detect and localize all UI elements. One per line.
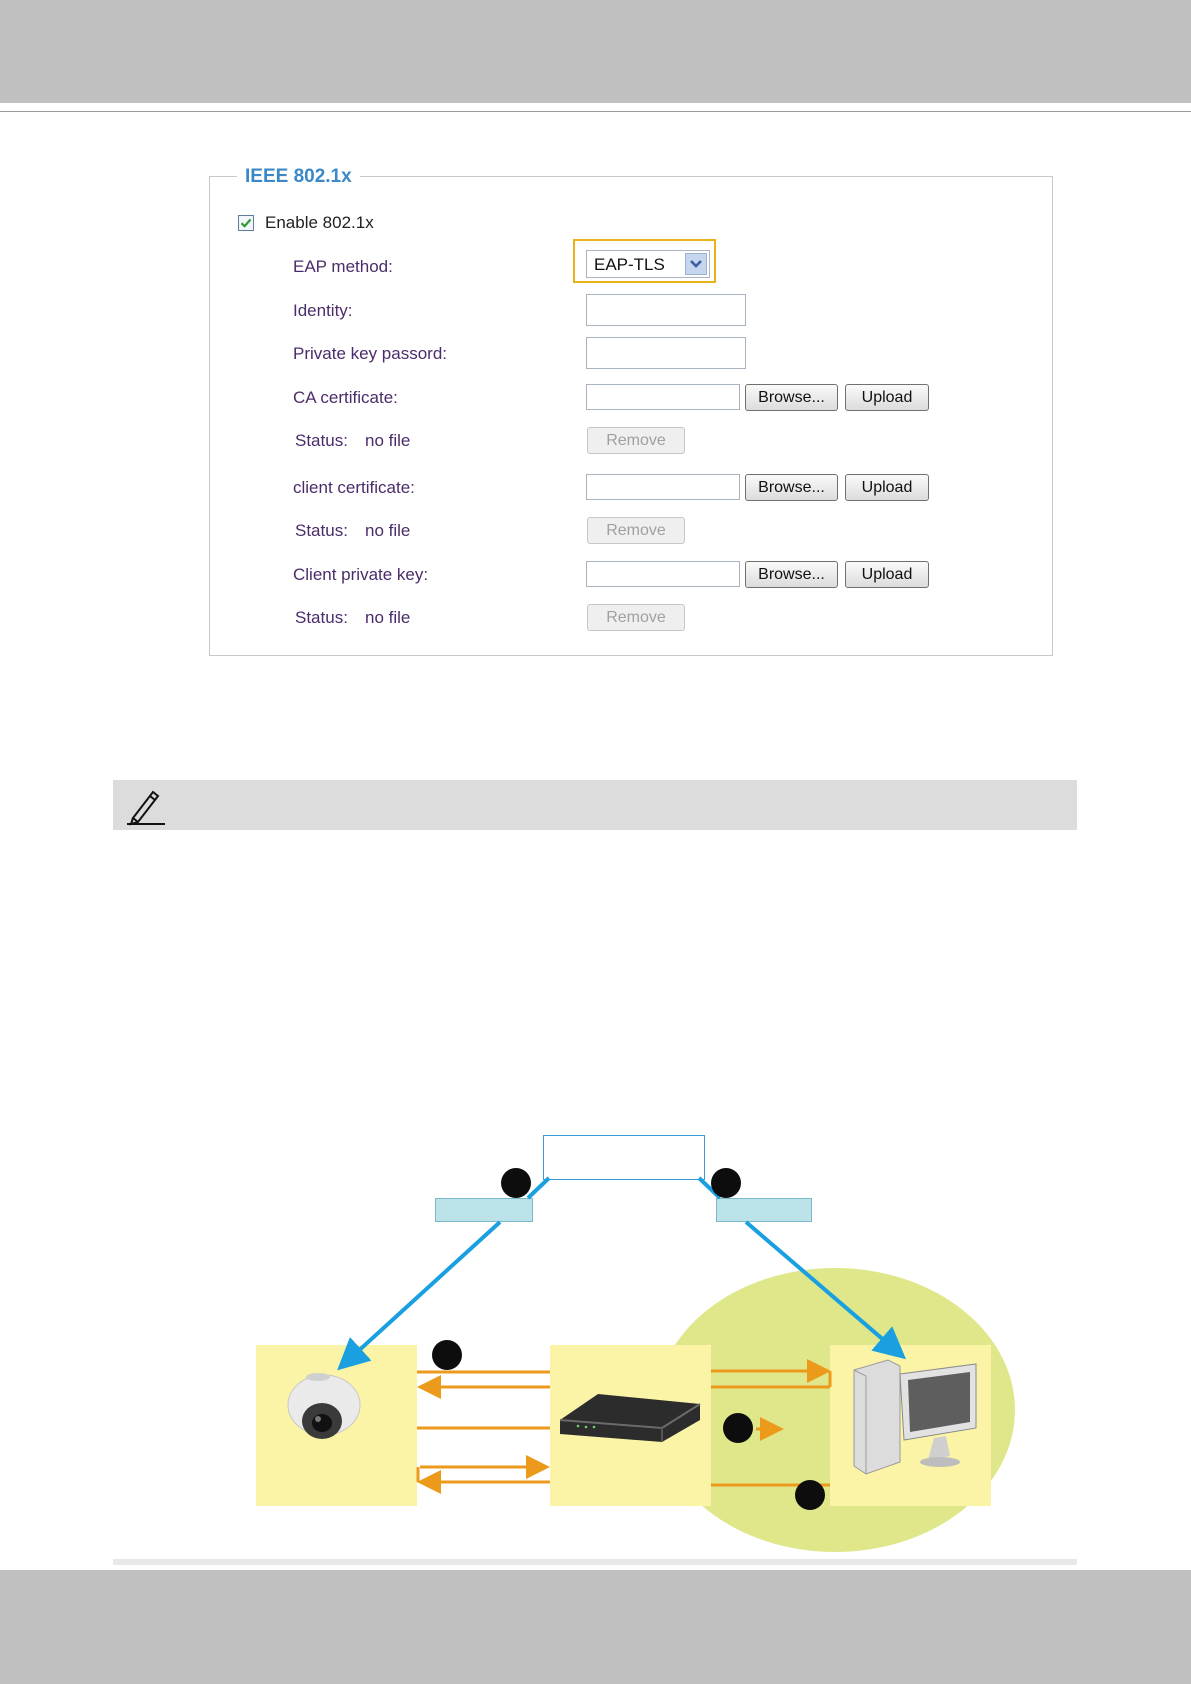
checkmark-icon: [240, 217, 252, 229]
footer-band: [0, 1570, 1191, 1684]
authentication-server-icon: [850, 1356, 982, 1478]
ca-certificate-browse-button[interactable]: Browse...: [745, 384, 838, 411]
ca-certificate-label: CA certificate:: [293, 388, 398, 407]
step-marker: [711, 1168, 741, 1198]
network-switch-icon: [558, 1390, 704, 1444]
network-camera-icon: [274, 1365, 374, 1455]
step-marker: [501, 1168, 531, 1198]
enable-8021x-label: Enable 802.1x: [265, 213, 374, 232]
eap-method-value: EAP-TLS: [594, 255, 665, 274]
private-key-password-label: Private key passord:: [293, 344, 448, 363]
client-certificate-file-input[interactable]: [586, 474, 740, 500]
client-private-key-remove-button[interactable]: Remove: [587, 604, 685, 631]
step-marker: [723, 1413, 753, 1443]
client-cert-status-label: Status:: [295, 521, 348, 540]
ca-certificate-remove-button[interactable]: Remove: [587, 427, 685, 454]
ca-certificate-upload-button[interactable]: Upload: [845, 384, 929, 411]
client-certificate-remove-button[interactable]: Remove: [587, 517, 685, 544]
note-bar: [113, 780, 1077, 830]
chevron-down-icon[interactable]: [685, 253, 707, 275]
header-band: [0, 0, 1191, 103]
enable-8021x-checkbox[interactable]: [238, 215, 254, 231]
ca-certificate-file-input[interactable]: [586, 384, 740, 410]
client-certificate-browse-button[interactable]: Browse...: [745, 474, 838, 501]
client-certificate-label: client certificate:: [293, 478, 415, 497]
eap-method-label: EAP method:: [293, 257, 393, 276]
ca-status-label: Status:: [295, 431, 348, 450]
identity-label: Identity:: [293, 301, 353, 320]
client-private-key-file-input[interactable]: [586, 561, 740, 587]
client-key-status-value: no file: [365, 608, 411, 627]
eap-method-select[interactable]: [586, 250, 710, 278]
header-rule: [0, 111, 1191, 112]
pencil-icon: [123, 786, 169, 826]
step-marker: [795, 1480, 825, 1510]
client-certificate-upload-button[interactable]: Upload: [845, 474, 929, 501]
client-key-status-label: Status:: [295, 608, 348, 627]
diagram-arrows: [0, 1100, 1191, 1570]
step-marker: [432, 1340, 462, 1370]
ca-status-value: no file: [365, 431, 411, 450]
private-key-password-input[interactable]: [586, 337, 746, 369]
client-private-key-upload-button[interactable]: Upload: [845, 561, 929, 588]
panel-legend: IEEE 802.1x: [237, 166, 360, 188]
identity-input[interactable]: [586, 294, 746, 326]
footer-rule: [113, 1559, 1077, 1565]
client-cert-status-value: no file: [365, 521, 411, 540]
client-private-key-label: Client private key:: [293, 565, 429, 584]
client-private-key-browse-button[interactable]: Browse...: [745, 561, 838, 588]
